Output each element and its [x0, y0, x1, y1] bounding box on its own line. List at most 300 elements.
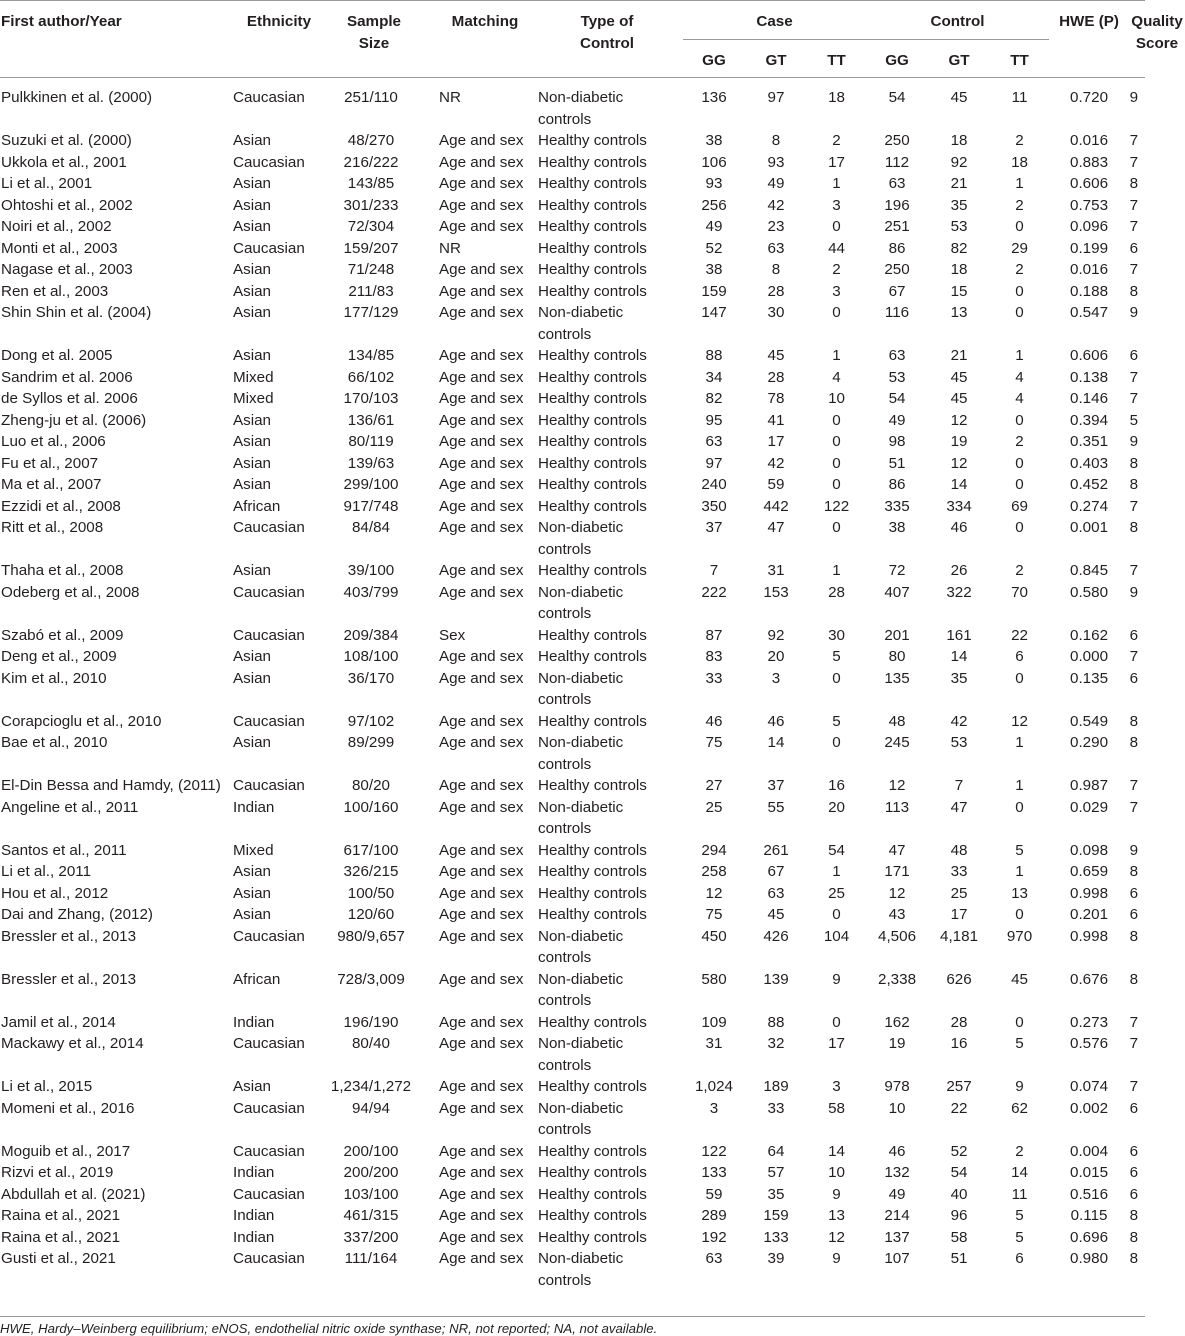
ethnicity-cell: Indian [233, 1013, 275, 1031]
author-cell: Dong et al. 2005 [1, 347, 113, 364]
ethnicity-cell: Caucasian [233, 519, 305, 536]
case-gg-cell: 1,024 [694, 1078, 733, 1095]
hwe-cell: 0.074 [1070, 1078, 1109, 1095]
author-cell: Momeni et al., 2016 [1, 1099, 135, 1117]
case-tt-cell: 2 [832, 261, 841, 278]
control-gg-cell: 162 [884, 1013, 910, 1031]
matching-cell: NR [439, 89, 461, 106]
control-tt-cell: 1 [1015, 863, 1024, 880]
case-gg-cell: 38 [705, 132, 723, 149]
matching-cell: Age and sex [439, 1078, 524, 1095]
case-gg-cell: 580 [701, 970, 727, 988]
author-cell: Monti et al., 2003 [1, 239, 118, 257]
control-gt-cell: 48 [950, 841, 968, 859]
author-cell: Angeline et al., 2011 [1, 798, 139, 816]
matching-cell: Age and sex [439, 390, 524, 407]
hwe-cell: 0.162 [1070, 626, 1109, 644]
quality-score-cell: 7 [1129, 1035, 1139, 1052]
case-gt-cell: 426 [763, 927, 789, 945]
control-gt-cell: 35 [950, 669, 968, 687]
case-gg-cell: 37 [705, 519, 723, 536]
table-row [0, 216, 1145, 238]
hwe-cell: 0.135 [1070, 669, 1109, 687]
type-of-control-cell: Non-diabetic controls [538, 734, 624, 773]
hwe-cell: 0.516 [1070, 1185, 1109, 1203]
control-tt-cell: 2 [1015, 433, 1024, 450]
sample-size-cell: 94/94 [351, 1099, 390, 1117]
sample-size-cell: 196/190 [343, 1013, 399, 1031]
case-tt-cell: 2 [832, 132, 841, 149]
case-gg-cell: 97 [705, 454, 723, 472]
control-gg-cell: 43 [888, 906, 906, 923]
sample-size-cell: 80/20 [351, 777, 390, 794]
control-gg-cell: 214 [884, 1207, 910, 1224]
type-of-control-cell: Non-diabetic controls [538, 1250, 624, 1289]
author-cell: Ren et al., 2003 [1, 282, 109, 300]
matching-cell: Age and sex [439, 454, 524, 472]
table-row [0, 367, 1145, 389]
control-tt-cell: 62 [1011, 1099, 1028, 1117]
matching-cell: Age and sex [439, 841, 524, 859]
control-gt-cell: 12 [950, 454, 968, 472]
control-gt-cell: 45 [950, 368, 968, 386]
author-cell: Luo et al., 2006 [1, 433, 106, 450]
case-gt-cell: 97 [767, 89, 785, 106]
quality-score-cell: 7 [1129, 1078, 1139, 1095]
quality-score-cell: 7 [1129, 562, 1139, 579]
case-gt-cell: 45 [767, 906, 785, 923]
ethnicity-cell: Asian [233, 433, 271, 450]
quality-score-cell: 7 [1129, 196, 1139, 214]
case-tt-cell: 3 [832, 1078, 841, 1095]
quality-score-cell: 8 [1129, 970, 1139, 988]
author-cell: Odeberg et al., 2008 [1, 583, 140, 601]
author-cell: El-Din Bessa and Hamdy, (2011) [1, 777, 221, 794]
quality-score-cell: 9 [1129, 583, 1139, 601]
header-sample-size: Sample Size [346, 13, 402, 52]
case-gg-cell: 258 [701, 863, 727, 880]
case-tt-cell: 0 [832, 304, 841, 321]
control-gt-cell: 18 [950, 261, 968, 278]
control-gg-cell: 335 [884, 497, 910, 515]
case-tt-cell: 0 [832, 906, 841, 923]
hwe-cell: 0.096 [1070, 218, 1109, 235]
control-gg-cell: 135 [884, 669, 910, 687]
hwe-cell: 0.274 [1070, 497, 1109, 515]
ethnicity-cell: Indian [233, 1164, 275, 1181]
ethnicity-cell: Caucasian [233, 1142, 305, 1160]
matching-cell: Age and sex [439, 669, 524, 687]
type-of-control-cell: Non-diabetic controls [538, 304, 624, 343]
case-gg-cell: 52 [705, 239, 723, 257]
sample-size-cell: 48/270 [347, 132, 395, 149]
ethnicity-cell: Asian [233, 734, 271, 751]
quality-score-cell: 8 [1129, 712, 1139, 730]
case-tt-cell: 9 [832, 1185, 841, 1203]
sample-size-cell: 209/384 [343, 626, 399, 644]
control-gg-cell: 113 [884, 798, 910, 816]
case-gg-cell: 31 [705, 1035, 723, 1052]
case-gt-cell: 59 [767, 476, 785, 493]
control-tt-cell: 2 [1015, 132, 1024, 149]
control-gt-cell: 161 [946, 626, 972, 644]
table-row [0, 732, 1145, 775]
hwe-cell: 0.980 [1070, 1250, 1109, 1267]
type-of-control-cell: Healthy controls [538, 712, 647, 730]
case-tt-cell: 0 [832, 519, 841, 536]
case-gg-cell: 25 [705, 798, 723, 816]
type-of-control-cell: Healthy controls [538, 218, 647, 235]
table-footnote: HWE, Hardy–Weinberg equilibrium; eNOS, endothelial nitric oxide synthase; NR, not reported; NA, not available. [0, 1316, 1145, 1336]
control-gt-cell: 33 [950, 863, 968, 880]
control-gt-cell: 92 [950, 153, 968, 171]
case-gt-cell: 41 [767, 411, 785, 429]
ethnicity-cell: Mixed [233, 841, 274, 859]
case-tt-cell: 16 [828, 777, 845, 794]
hwe-cell: 0.002 [1070, 1099, 1109, 1117]
matching-cell: Age and sex [439, 519, 524, 536]
matching-cell: Age and sex [439, 712, 524, 730]
hwe-cell: 0.201 [1070, 906, 1109, 923]
matching-cell: Age and sex [439, 497, 524, 515]
ethnicity-cell: Caucasian [233, 626, 305, 644]
table-header [0, 1, 1183, 78]
control-tt-cell: 2 [1015, 261, 1024, 278]
quality-score-cell: 7 [1129, 497, 1139, 515]
author-cell: Kim et al., 2010 [1, 669, 107, 687]
matching-cell: Age and sex [439, 1035, 524, 1052]
sample-size-cell: 139/63 [347, 454, 395, 472]
quality-score-cell: 8 [1129, 734, 1139, 751]
quality-score-cell: 9 [1129, 433, 1139, 450]
case-tt-cell: 3 [832, 282, 841, 300]
ethnicity-cell: Asian [233, 476, 271, 493]
case-gt-cell: 88 [767, 1013, 785, 1031]
case-gt-cell: 159 [763, 1207, 789, 1224]
table-row [0, 969, 1145, 1012]
case-gg-cell: 3 [709, 1099, 719, 1117]
control-tt-cell: 0 [1015, 669, 1024, 687]
case-tt-cell: 44 [828, 239, 845, 257]
hwe-cell: 0.138 [1070, 368, 1109, 386]
author-cell: Nagase et al., 2003 [1, 261, 133, 278]
table-row [0, 1012, 1145, 1034]
ethnicity-cell: Asian [233, 261, 271, 278]
control-gg-cell: 98 [888, 433, 906, 450]
header-quality-score: Quality Score [1131, 13, 1183, 52]
table-row [0, 281, 1145, 303]
control-gt-cell: 45 [950, 89, 968, 106]
hwe-cell: 0.720 [1070, 89, 1109, 106]
quality-score-cell: 6 [1129, 239, 1139, 257]
quality-score-cell: 8 [1129, 175, 1139, 192]
case-tt-cell: 28 [828, 583, 845, 601]
header-hwe: HWE (P) [1059, 13, 1119, 30]
matching-cell: Age and sex [439, 1164, 524, 1181]
control-gt-cell: 82 [950, 239, 968, 257]
control-gg-cell: 47 [888, 841, 906, 859]
type-of-control-cell: Healthy controls [538, 562, 647, 579]
sample-size-cell: 728/3,009 [337, 970, 405, 988]
control-gg-cell: 54 [888, 89, 906, 106]
type-of-control-cell: Healthy controls [538, 239, 647, 257]
ethnicity-cell: Caucasian [233, 239, 305, 257]
sample-size-cell: 980/9,657 [337, 927, 405, 945]
author-cell: Pulkkinen et al. (2000) [1, 89, 153, 106]
author-cell: Raina et al., 2021 [1, 1228, 121, 1246]
table-row [0, 926, 1145, 969]
control-tt-cell: 29 [1011, 239, 1028, 257]
control-tt-cell: 0 [1015, 454, 1024, 472]
matching-cell: Age and sex [439, 132, 524, 149]
control-gt-cell: 13 [950, 304, 968, 321]
case-tt-cell: 1 [832, 562, 841, 579]
hwe-cell: 0.576 [1070, 1035, 1109, 1052]
hwe-cell: 0.549 [1070, 712, 1109, 730]
case-gg-cell: 133 [701, 1164, 727, 1181]
quality-score-cell: 6 [1129, 1099, 1139, 1117]
case-tt-cell: 5 [832, 712, 841, 730]
quality-score-cell: 6 [1129, 1142, 1139, 1160]
author-cell: Li et al., 2011 [1, 863, 92, 880]
author-cell: Deng et al., 2009 [1, 648, 117, 665]
control-gg-cell: 86 [888, 239, 906, 257]
type-of-control-cell: Healthy controls [538, 153, 647, 171]
type-of-control-cell: Healthy controls [538, 1013, 647, 1031]
hwe-cell: 0.004 [1070, 1142, 1109, 1160]
table-row [0, 582, 1145, 625]
case-gt-cell: 46 [767, 712, 785, 730]
case-gg-cell: 222 [701, 583, 727, 601]
case-tt-cell: 0 [832, 454, 841, 472]
control-gg-cell: 250 [884, 261, 910, 278]
quality-score-cell: 8 [1129, 519, 1139, 536]
case-gt-cell: 133 [763, 1228, 789, 1246]
sample-size-cell: 89/299 [347, 734, 395, 751]
matching-cell: Age and sex [439, 1013, 524, 1031]
matching-cell: Age and sex [439, 1185, 524, 1203]
quality-score-cell: 7 [1129, 218, 1139, 235]
ethnicity-cell: Mixed [233, 390, 274, 407]
matching-cell: Age and sex [439, 1207, 524, 1224]
quality-score-cell: 6 [1129, 1185, 1139, 1203]
control-gt-cell: 16 [950, 1035, 968, 1052]
ethnicity-cell: Caucasian [233, 712, 305, 730]
case-gt-cell: 23 [767, 218, 785, 235]
author-cell: Sandrim et al. 2006 [1, 368, 133, 386]
table-row [0, 1227, 1145, 1249]
author-cell: Szabó et al., 2009 [1, 626, 124, 644]
control-tt-cell: 0 [1015, 282, 1024, 300]
hwe-cell: 0.580 [1070, 583, 1109, 601]
author-cell: Fu et al., 2007 [1, 454, 99, 472]
sample-size-cell: 461/315 [343, 1207, 399, 1224]
author-cell: Abdullah et al. (2021) [1, 1185, 146, 1203]
ethnicity-cell: Asian [233, 669, 271, 687]
control-gg-cell: 171 [884, 863, 910, 880]
sample-size-cell: 1,234/1,272 [330, 1078, 412, 1095]
header-control: Control [866, 1, 1049, 40]
table-row [0, 130, 1145, 152]
type-of-control-cell: Healthy controls [538, 863, 647, 880]
header-type-of-control: Type of Control [580, 13, 634, 52]
author-cell: Ukkola et al., 2001 [1, 153, 127, 171]
control-gg-cell: 38 [888, 519, 906, 536]
hwe-cell: 0.659 [1070, 863, 1109, 880]
quality-score-cell: 6 [1129, 884, 1139, 902]
case-gt-cell: 153 [763, 583, 789, 601]
table-row [0, 259, 1145, 281]
sample-size-cell: 84/84 [351, 519, 390, 536]
case-tt-cell: 0 [832, 1013, 841, 1031]
control-gt-cell: 21 [950, 347, 968, 364]
matching-cell: Age and sex [439, 368, 524, 386]
control-gt-cell: 4,181 [940, 927, 979, 945]
control-gg-cell: 4,506 [878, 927, 917, 945]
sample-size-cell: 72/304 [347, 218, 395, 235]
control-gt-cell: 25 [950, 884, 968, 902]
header-author: First author/Year [1, 13, 122, 30]
sample-size-cell: 211/83 [348, 282, 394, 300]
matching-cell: Age and sex [439, 433, 524, 450]
sample-size-cell: 403/799 [343, 583, 399, 601]
quality-score-cell: 6 [1129, 906, 1139, 923]
author-cell: Hou et al., 2012 [1, 884, 109, 902]
hwe-cell: 0.696 [1070, 1228, 1109, 1246]
control-tt-cell: 2 [1015, 1142, 1024, 1160]
control-tt-cell: 5 [1015, 1207, 1024, 1224]
quality-score-cell: 8 [1129, 454, 1139, 472]
control-tt-cell: 0 [1015, 476, 1024, 493]
ethnicity-cell: Asian [233, 196, 271, 214]
control-tt-cell: 5 [1015, 841, 1024, 859]
quality-score-cell: 7 [1129, 153, 1139, 171]
control-gg-cell: 63 [888, 175, 906, 192]
control-tt-cell: 5 [1015, 1035, 1024, 1052]
quality-score-cell: 9 [1129, 841, 1139, 859]
author-cell: Mackawy et al., 2014 [1, 1035, 144, 1052]
table-row [0, 904, 1145, 926]
case-tt-cell: 3 [832, 196, 841, 214]
control-gg-cell: 978 [884, 1078, 910, 1095]
quality-score-cell: 6 [1129, 626, 1139, 644]
type-of-control-cell: Healthy controls [538, 1207, 647, 1224]
case-gg-cell: 7 [709, 562, 719, 579]
sample-size-cell: 97/102 [347, 712, 395, 730]
control-gt-cell: 21 [950, 175, 968, 192]
case-gg-cell: 75 [705, 906, 723, 923]
author-cell: Raina et al., 2021 [1, 1207, 121, 1224]
table-row [0, 388, 1145, 410]
case-tt-cell: 58 [828, 1099, 845, 1117]
type-of-control-cell: Healthy controls [538, 1228, 647, 1246]
type-of-control-cell: Healthy controls [538, 476, 647, 493]
case-gg-cell: 38 [705, 261, 723, 278]
type-of-control-cell: Healthy controls [538, 906, 647, 923]
control-gg-cell: 19 [888, 1035, 906, 1052]
control-gt-cell: 12 [950, 411, 968, 429]
control-tt-cell: 70 [1011, 583, 1028, 601]
sample-size-cell: 80/40 [351, 1035, 390, 1052]
ethnicity-cell: Caucasian [233, 1185, 305, 1203]
case-gg-cell: 83 [705, 648, 723, 665]
control-gg-cell: 12 [888, 777, 906, 794]
control-tt-cell: 69 [1011, 497, 1028, 515]
control-gg-cell: 250 [884, 132, 910, 149]
case-gg-cell: 49 [705, 218, 723, 235]
sample-size-cell: 71/248 [347, 261, 395, 278]
control-gt-cell: 28 [950, 1013, 968, 1031]
table-row [0, 195, 1145, 217]
author-cell: Bressler et al., 2013 [1, 970, 137, 988]
control-gt-cell: 22 [950, 1099, 968, 1117]
case-tt-cell: 9 [832, 1250, 841, 1267]
sample-size-cell: 66/102 [347, 368, 395, 386]
matching-cell: Age and sex [439, 347, 524, 364]
control-gt-cell: 257 [946, 1078, 972, 1095]
table-row [0, 560, 1145, 582]
table-row [0, 775, 1145, 797]
sample-size-cell: 917/748 [343, 497, 399, 515]
ethnicity-cell: Asian [233, 282, 271, 300]
case-gt-cell: 49 [767, 175, 785, 192]
sample-size-cell: 36/170 [347, 669, 395, 687]
case-gg-cell: 33 [705, 669, 723, 687]
type-of-control-cell: Non-diabetic controls [538, 798, 624, 837]
sample-size-cell: 337/200 [343, 1228, 399, 1246]
case-tt-cell: 10 [828, 1164, 845, 1181]
control-gt-cell: 322 [946, 583, 972, 601]
control-gg-cell: 245 [884, 734, 910, 751]
sample-size-cell: 170/103 [343, 390, 399, 407]
type-of-control-cell: Healthy controls [538, 1185, 647, 1203]
table-row [0, 410, 1145, 432]
control-gg-cell: 72 [888, 562, 906, 579]
case-gg-cell: 93 [705, 175, 723, 192]
case-gt-cell: 42 [767, 454, 785, 472]
author-cell: Suzuki et al. (2000) [1, 132, 132, 149]
case-gt-cell: 442 [763, 497, 789, 515]
type-of-control-cell: Non-diabetic controls [538, 583, 624, 622]
control-tt-cell: 9 [1015, 1078, 1024, 1095]
control-gt-cell: 47 [950, 798, 968, 816]
control-gg-cell: 196 [884, 196, 910, 214]
control-tt-cell: 6 [1015, 648, 1024, 665]
hwe-cell: 0.403 [1070, 454, 1109, 472]
control-gg-cell: 67 [888, 282, 906, 300]
hwe-cell: 0.753 [1070, 196, 1109, 214]
sample-size-cell: 100/160 [343, 798, 399, 816]
author-cell: Dai and Zhang, (2012) [1, 906, 153, 923]
table-row [0, 1248, 1145, 1300]
type-of-control-cell: Healthy controls [538, 777, 647, 794]
hwe-cell: 0.883 [1070, 153, 1109, 171]
case-gg-cell: 289 [701, 1207, 727, 1224]
control-gt-cell: 19 [950, 433, 968, 450]
ethnicity-cell: Indian [233, 1207, 275, 1224]
hwe-cell: 0.394 [1070, 411, 1109, 429]
control-gt-cell: 52 [950, 1142, 968, 1160]
control-gg-cell: 49 [888, 1185, 906, 1203]
case-gt-cell: 67 [767, 863, 785, 880]
case-tt-cell: 0 [832, 669, 841, 687]
type-of-control-cell: Healthy controls [538, 497, 647, 515]
case-gt-cell: 33 [767, 1099, 785, 1117]
table-row [0, 1162, 1145, 1184]
case-gg-cell: 34 [705, 368, 723, 386]
control-gg-cell: 12 [888, 884, 906, 902]
hwe-cell: 0.029 [1070, 798, 1109, 816]
